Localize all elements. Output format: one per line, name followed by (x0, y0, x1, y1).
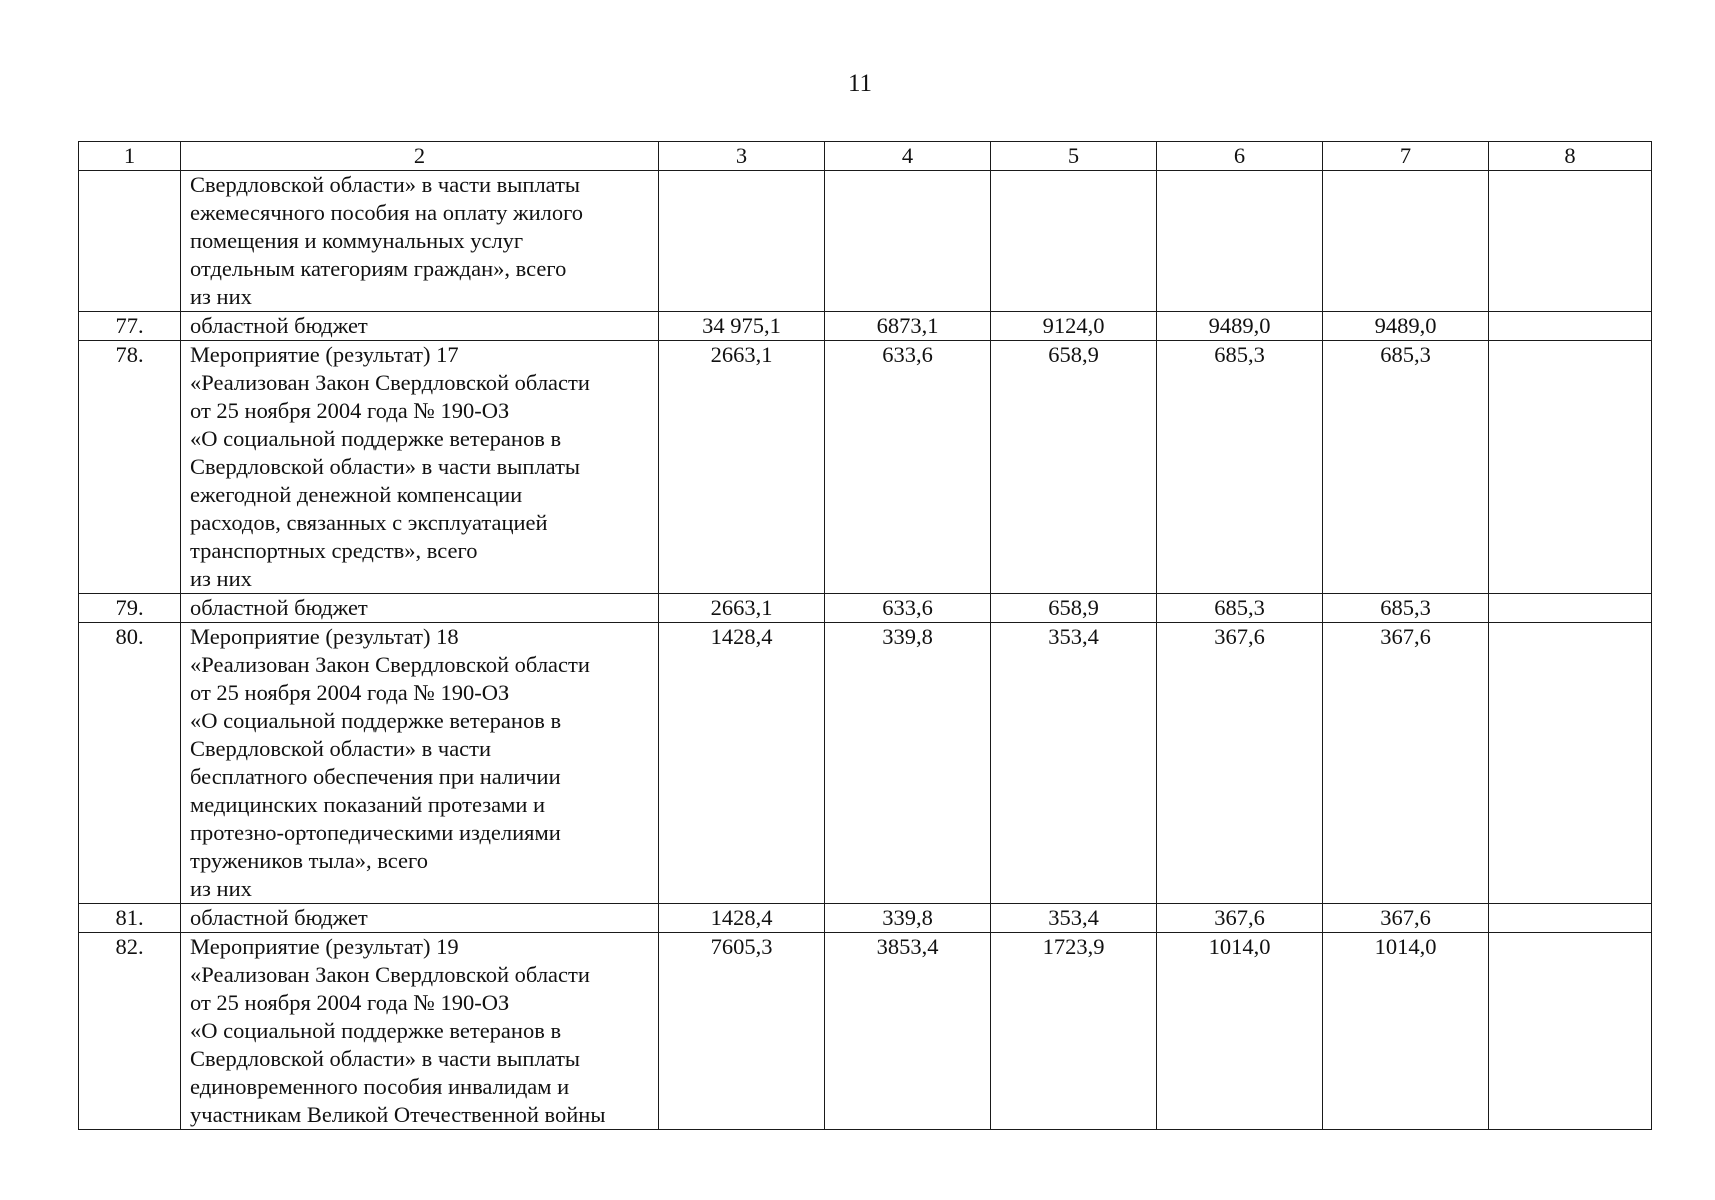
value-col-8 (1489, 312, 1652, 341)
value-col-3: 2663,1 (659, 341, 825, 594)
value-col-3: 1428,4 (659, 904, 825, 933)
value-col-4: 339,8 (825, 623, 991, 904)
table-row (79, 904, 1652, 933)
value-col-6: 1014,0 (1157, 933, 1323, 1130)
value-col-7 (1323, 171, 1489, 312)
value-col-7: 9489,0 (1323, 312, 1489, 341)
table-row (79, 594, 1652, 623)
table-header-row (79, 142, 1652, 171)
table-row (79, 933, 1652, 1130)
budget-table (78, 141, 1652, 1130)
value-col-6: 685,3 (1157, 341, 1323, 594)
row-number: 81. (79, 904, 181, 933)
row-number: 77. (79, 312, 181, 341)
value-col-5: 353,4 (991, 904, 1157, 933)
value-col-4: 3853,4 (825, 933, 991, 1130)
value-col-7: 685,3 (1323, 341, 1489, 594)
value-col-5: 9124,0 (991, 312, 1157, 341)
row-number: 82. (79, 933, 181, 1130)
row-description: областной бюджет (181, 904, 659, 933)
table-row (79, 171, 1652, 312)
table-row (79, 312, 1652, 341)
value-col-8 (1489, 904, 1652, 933)
row-number: 78. (79, 341, 181, 594)
value-col-3: 2663,1 (659, 594, 825, 623)
column-header: 1 (79, 142, 181, 171)
column-header: 4 (825, 142, 991, 171)
value-col-8 (1489, 171, 1652, 312)
row-description: областной бюджет (181, 594, 659, 623)
value-col-4: 339,8 (825, 904, 991, 933)
row-description: Свердловской области» в части выплаты ежемесячного пособия на оплату жилого помещения и коммунальных услуг отдельным категориям граждан», всего из них (181, 171, 659, 312)
value-col-5: 658,9 (991, 594, 1157, 623)
row-number: 79. (79, 594, 181, 623)
table-row (79, 623, 1652, 904)
value-col-3 (659, 171, 825, 312)
column-header: 2 (181, 142, 659, 171)
value-col-3: 1428,4 (659, 623, 825, 904)
value-col-6: 367,6 (1157, 904, 1323, 933)
row-number: 80. (79, 623, 181, 904)
value-col-4: 6873,1 (825, 312, 991, 341)
value-col-4: 633,6 (825, 594, 991, 623)
value-col-7: 685,3 (1323, 594, 1489, 623)
column-header: 7 (1323, 142, 1489, 171)
value-col-5: 353,4 (991, 623, 1157, 904)
value-col-8 (1489, 594, 1652, 623)
value-col-8 (1489, 623, 1652, 904)
value-col-5: 658,9 (991, 341, 1157, 594)
value-col-6: 9489,0 (1157, 312, 1323, 341)
value-col-4 (825, 171, 991, 312)
row-number (79, 171, 181, 312)
column-header: 5 (991, 142, 1157, 171)
value-col-6: 685,3 (1157, 594, 1323, 623)
column-header: 3 (659, 142, 825, 171)
table-row (79, 341, 1652, 594)
column-header: 6 (1157, 142, 1323, 171)
value-col-5 (991, 171, 1157, 312)
value-col-7: 367,6 (1323, 904, 1489, 933)
value-col-6: 367,6 (1157, 623, 1323, 904)
row-description: областной бюджет (181, 312, 659, 341)
value-col-6 (1157, 171, 1323, 312)
value-col-8 (1489, 933, 1652, 1130)
column-header: 8 (1489, 142, 1652, 171)
row-description: Мероприятие (результат) 18 «Реализован Закон Свердловской области от 25 ноября 2004 года № 190-ОЗ «О социальной поддержке ветеранов в Свердловской области» в части бесплатного обеспечения при наличии медицинских показаний протезами и протезно-ортопедическими изделиями тружеников тыла», всего из них (181, 623, 659, 904)
value-col-8 (1489, 341, 1652, 594)
value-col-4: 633,6 (825, 341, 991, 594)
row-description: Мероприятие (результат) 17 «Реализован Закон Свердловской области от 25 ноября 2004 года № 190-ОЗ «О социальной поддержке ветеранов в Свердловской области» в части выплаты ежегодной денежной компенсации расходов, связанных с эксплуатацией транспортных средств», всего из них (181, 341, 659, 594)
value-col-7: 1014,0 (1323, 933, 1489, 1130)
row-description: Мероприятие (результат) 19 «Реализован Закон Свердловской области от 25 ноября 2004 года № 190-ОЗ «О социальной поддержке ветеранов в Свердловской области» в части выплаты единовременного пособия инвалидам и участникам Великой Отечественной войны (181, 933, 659, 1130)
value-col-7: 367,6 (1323, 623, 1489, 904)
value-col-3: 7605,3 (659, 933, 825, 1130)
page-number: 11 (847, 70, 873, 97)
value-col-5: 1723,9 (991, 933, 1157, 1130)
value-col-3: 34 975,1 (659, 312, 825, 341)
